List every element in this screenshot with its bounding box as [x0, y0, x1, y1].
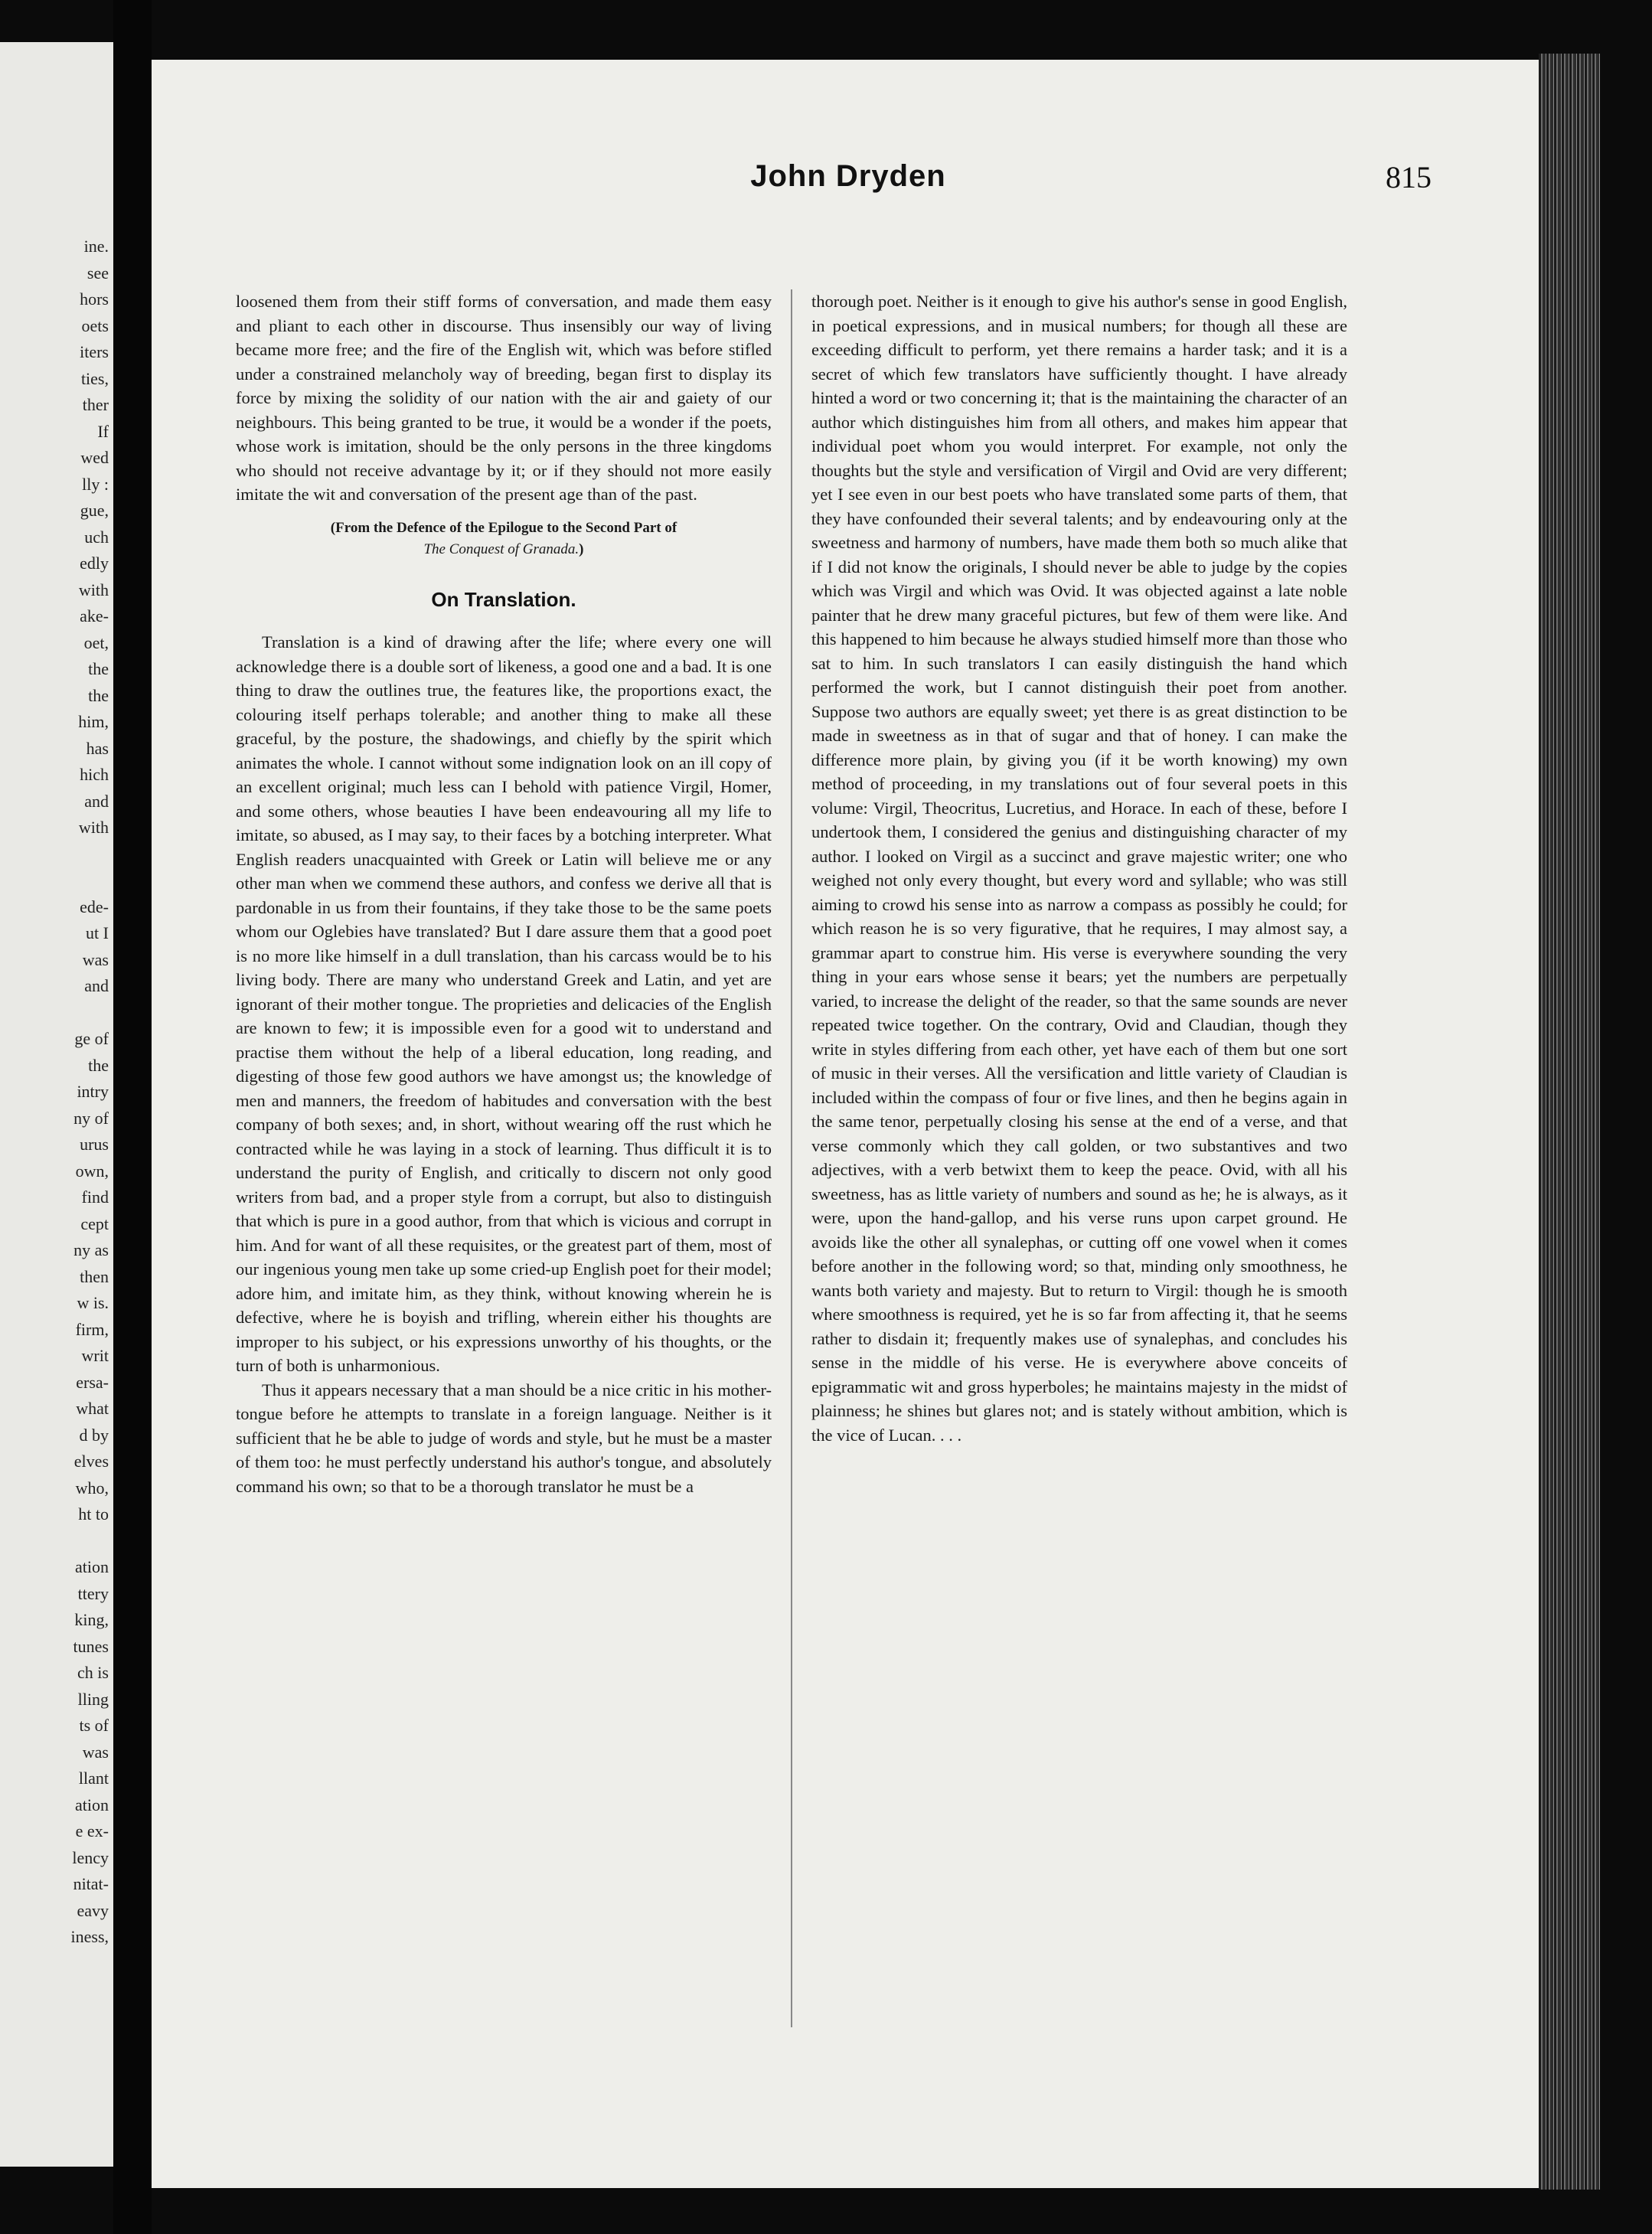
source-close: ): [579, 541, 584, 557]
source-title: The Conquest of Granada.: [423, 541, 580, 557]
prev-page-fragment: the: [88, 1055, 109, 1075]
prev-page-fragment: edly: [80, 554, 109, 573]
book-gutter: [113, 0, 152, 2234]
prev-page-fragment: and: [84, 791, 109, 811]
prev-page-fragment: see: [87, 263, 109, 283]
prev-page-fragment: tunes: [73, 1636, 109, 1656]
prev-page-fragment: ts of: [79, 1716, 109, 1735]
prev-page-fragment: find: [81, 1187, 109, 1207]
prev-page-fragment: ttery: [77, 1583, 109, 1603]
prev-page-fragment: urus: [80, 1135, 109, 1154]
paragraph: Thus it appears necessary that a man should be a nice critic in his mother-tongue before he attempts to translate in a foreign language. Neither is it sufficient that he be able to judge of words and style, but he must be a master of them too: he must perfectly understand his author's tongue, and absolutely command his own; so that to be a thorough translator he must be a: [236, 1380, 772, 1496]
running-head: [152, 159, 1539, 213]
column-rule: [791, 289, 792, 2027]
prev-page-fragment: nitat-: [73, 1874, 109, 1893]
right-column: [811, 289, 1347, 1447]
prev-page-fragment: and: [84, 976, 109, 995]
prev-page-fragment: oets: [81, 315, 109, 335]
prev-page-fragment: with: [78, 580, 109, 599]
prev-page-fragment: ny as: [73, 1240, 109, 1259]
prev-page-fragment: ch is: [77, 1663, 109, 1682]
prev-page-fragment: ties,: [80, 368, 109, 388]
prev-page-fragment: ersa-: [76, 1372, 109, 1392]
prev-page-fragment: firm,: [75, 1319, 109, 1339]
prev-page-fragment: who,: [75, 1478, 109, 1497]
prev-page-fragment: then: [80, 1266, 109, 1286]
prev-page-fragment: eavy: [77, 1900, 109, 1920]
prev-page-fragment: w is.: [77, 1293, 109, 1312]
page-number: 815: [1386, 160, 1432, 194]
paragraph: loosened them from their stiff forms of conversation, and made them easy and pliant to each other in discourse. Thus insensibly our way of living became more free; and the fire of the English wit, which was before stifled under a constrained melancholy way of breeding, began first to display its force by mixing the solidity of our nation with the air and gaiety of our neighbours. This being granted to be true, it would be a wonder if the poets, whose work is imitation, should be the only persons in the three kingdoms who should not receive advantage by it; or if they should not more easily imitate the wit and conversation of the present age than of the past.: [236, 292, 772, 504]
prev-page-fragment: king,: [74, 1610, 109, 1629]
prev-page-fragment: ine.: [83, 237, 109, 256]
prev-page-fragment: the: [88, 685, 109, 705]
page-stack-edge: [1539, 54, 1600, 2190]
prev-page-fragment: iters: [80, 342, 109, 361]
prev-page-fragment: iness,: [70, 1927, 109, 1946]
prev-page-fragment: ny of: [73, 1108, 109, 1128]
prev-page-fragment: was: [82, 1742, 109, 1762]
prev-page-fragment: elves: [73, 1452, 109, 1471]
prev-page-fragment: writ: [81, 1346, 109, 1365]
left-column: [236, 289, 772, 1498]
paragraph: Translation is a kind of drawing after the life; where every one will acknowledge there is a double sort of likeness, a good one and a bad. It is one thing to draw the outlines true, the features like, the proportions exact, the colouring itself perhaps tolerable; and another thing to make all these graceful, by the posture, the shadowings, and chiefly by the spirit which animates the whole. I cannot without some indignation look on an ill copy of an excellent original; much less can I behold with patience Virgil, Homer, and some others, whose beauties I have been endeavouring all my life to imitate, so abused, as I may say, to their faces by a botching interpreter. What English readers unacquainted with Greek or Latin will believe me or any other man when we commend these authors, and confess we derive all that is pardonable in us from their fountains, if they take those to be the same poets whom our Oglebies have translated? But I dare assure them that a good poet is no more like himself in a dull translation, than his carcass would be to his living body. There are many who understand Greek and Latin, and yet are ignorant of their mother tongue. The proprieties and delicacies of the English are known to few; it is impossible even for a good wit to understand and practise them without the help of a liberal education, long reading, and digesting of those few good authors we have amongst us; the knowledge of men and manners, the freedom of habitudes and conversation with the best company of both sexes; and, in short, without wearing off the rust which he contracted while he was laying in a stock of learning. Thus difficult it is to understand the purity of English, and critically to discern not only good writers from bad, and a proper style from a corrupt, but also to distinguish that which is pure in a good author, from that which is vicious and corrupt in him. And for want of all these requisites, or the greatest part of them, most of our ingenious young men take up some cried-up English poet for their model; adore him, and imitate him, as they think, without knowing wherein he is defective, where he is boyish and trifling, wherein either his thoughts are improper to his subject, or his expressions unworthy of his thoughts, or the turn of both is unharmonious.: [236, 632, 772, 1375]
prev-page-fragment: ht to: [78, 1504, 109, 1524]
prev-page-fragment: ake-: [80, 606, 109, 625]
prev-page-fragment: wed: [80, 448, 109, 467]
section-heading: On Translation.: [431, 587, 576, 611]
prev-page-fragment: intry: [77, 1082, 109, 1101]
prev-page-fragment: cept: [80, 1213, 109, 1233]
prev-page-fragment: ut I: [86, 923, 109, 942]
prev-page-fragment: lency: [72, 1847, 109, 1867]
prev-page-fragment: him,: [78, 712, 109, 731]
prev-page-fragment: ation: [75, 1795, 109, 1814]
prev-page-fragment: lly :: [82, 474, 109, 494]
prev-page-fragment: lling: [77, 1689, 109, 1709]
prev-page-fragment: hors: [80, 289, 109, 309]
prev-page-fragment: with: [78, 818, 109, 837]
prev-page-fragment: ge of: [74, 1029, 109, 1048]
prev-page-fragment: e ex-: [75, 1821, 109, 1840]
book-page: [152, 60, 1539, 2188]
prev-page-fragment: oet,: [83, 632, 109, 652]
prev-page-fragment: the: [88, 659, 109, 678]
prev-page-fragment: llant: [78, 1769, 109, 1788]
prev-page-fragment: If: [97, 421, 109, 441]
prev-page-fragment: d by: [79, 1425, 109, 1445]
source-note-text: (From the Defence of the Epilogue to the Second Part of: [330, 519, 677, 536]
previous-page-edge: [0, 42, 113, 2167]
running-title: John Dryden: [750, 159, 946, 193]
prev-page-fragment: uch: [84, 527, 109, 547]
prev-page-fragment: own,: [75, 1161, 109, 1181]
prev-page-fragment: was: [82, 949, 109, 969]
prev-page-fragment: gue,: [80, 501, 109, 520]
prev-page-fragment: hich: [80, 765, 109, 784]
prev-page-fragment: what: [76, 1399, 109, 1418]
paragraph: thorough poet. Neither is it enough to give his author's sense in good English, in poetical expressions, and in musical numbers; for though all these are exceeding difficult to perform, yet there remains a harder task; and it is a secret of which few translators have sufficiently thought. I have already hinted a word or two concerning it; that is the maintaining the character of an author which distinguishes him from all others, and makes him appear that individual poet whom you would interpret. For example, not only the thoughts but the style and versification of Virgil and Ovid are very different; yet I see even in our best poets who have translated some parts of them, that they have confounded their several talents; and by endeavouring only at the sweetness and harmony of numbers, have made them both so much alike that if I did not know the originals, I should never be able to judge by the copies which was Virgil and which was Ovid. It was objected against a late noble painter that he drew many graceful pictures, but few of them were like. And this happened to him because he always studied himself more than those who sat to him. In such translators I can easily distinguish the hand which performed the work, but I cannot distinguish their poet from another. Suppose two authors are equally sweet; yet there is as great distinction to be made in sweetness as in that of sugar and that of honey. I can make the difference more plain, by giving you (if it be worth knowing) my own method of proceeding, in my translations out of four several poets in this volume: Virgil, Theocritus, Lucretius, and Horace. In each of these, before I undertook them, I considered the genius and distinguishing character of my author. I looked on Virgil as a succinct and grave majestic writer; one who weighed not only every thought, but every word and syllable; who was still aiming to crowd his sense into as narrow a compass as possibly he could; for which reason he is so very figurative, that he requires, I may almost say, a grammar apart to construe him. His verse is everywhere sounding the very thing in your ears whose sense it bears; yet the numbers are perpetually varied, to increase the delight of the reader, so that the same sounds are never repeated twice together. On the contrary, Ovid and Claudian, though they write in styles differing from each other, yet have each of them but one sort of music in their verses. All the versification and little variety of Claudian is included within the compass of four or five lines, and then he begins again in the same tenor, perpetually closing his sense at the end of a verse, and that verse commonly which they call golden, or two substantives and two adjectives, with a verb betwixt them to keep the peace. Ovid, with all his sweetness, has as little variety of numbers and sound as he; he is always, as it were, upon the hand-gallop, and his verse runs upon carpet ground. He avoids like the other all synalephas, or cutting off one vowel when it comes before another in the following word; so that, minding only smoothness, he wants both variety and majesty. But to return to Virgil: though he is smooth where smoothness is required, yet he is so far from affecting it, that he seems rather to disdain it; frequently makes use of synalephas, and concludes his sense in the middle of his verse. He is everywhere above conceits of epigrammatic wit and gross hyperboles; he maintains majesty in the midst of plainness; he shines but glares not; and is stately without ambition, which is the vice of Lucan. . . .: [811, 292, 1347, 1445]
prev-page-fragment: ther: [82, 395, 109, 414]
prev-page-fragment: ede-: [80, 897, 109, 916]
prev-page-fragment: has: [86, 738, 109, 758]
source-note: [236, 518, 772, 560]
prev-page-fragment: ation: [75, 1557, 109, 1576]
